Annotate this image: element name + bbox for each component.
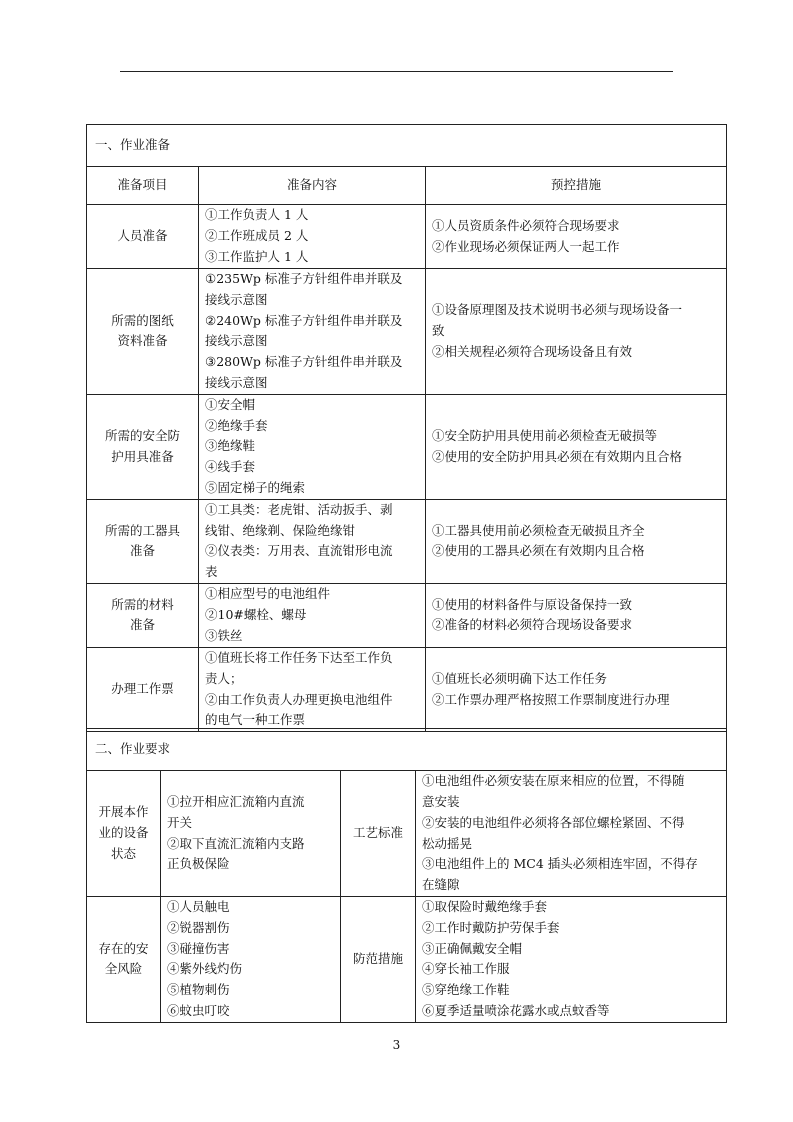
req-content-line: ⑥蚊虫叮咬: [167, 1002, 230, 1018]
prep-item-line: 所需的图纸: [111, 312, 174, 328]
prep-item-line: 所需的材料: [111, 596, 174, 612]
prep-item-line: 准备: [129, 617, 155, 633]
req-label: [87, 897, 161, 1023]
req-content: [161, 771, 341, 897]
prep-item: [87, 394, 199, 499]
prep-content: [199, 269, 426, 395]
table-row: [87, 269, 727, 395]
prep-content-line: ②由工作负责人办理更换电池组件: [205, 691, 393, 707]
req-content-line: ⑤植物刺伤: [167, 982, 230, 998]
section2-title: 二、作业要求: [87, 729, 727, 771]
prep-item: [87, 205, 199, 269]
req-content2-line: ①电池组件必须安装在原来相应的位置，不得随: [422, 773, 685, 789]
prep-content-line: ③工作监护人 1 人: [205, 248, 309, 264]
prep-content-line: ②仪表类：万用表、直流钳形电流: [205, 543, 393, 559]
prep-content-line: ①安全帽: [205, 396, 256, 412]
req-label-line: 状态: [110, 845, 136, 861]
header-item: 准备项目: [87, 167, 199, 205]
prep-content-line: ①值班长将工作任务下达至工作负: [205, 649, 393, 665]
prep-content: [199, 499, 426, 583]
prep-measures-line: ①人员资质条件必须符合现场要求: [432, 217, 620, 233]
page-number: 3: [392, 1038, 401, 1052]
prep-measures-line: ①值班长必须明确下达工作任务: [432, 670, 608, 686]
req-content-line: 正负极保险: [167, 856, 230, 872]
prep-measures: [426, 647, 727, 731]
prep-item-line: 准备: [129, 543, 155, 559]
table-row: [87, 394, 727, 499]
req-content-line: ③碰撞伤害: [167, 940, 230, 956]
prep-item-line: 护用具准备: [111, 448, 174, 464]
prep-content: [199, 647, 426, 731]
req-label-line: 开展本作: [98, 804, 149, 820]
req-label-line: 全风险: [104, 961, 143, 977]
req-content2-line: ②工作时戴防护劳保手套: [422, 919, 560, 935]
req-content: [161, 897, 341, 1023]
prep-measures-line: ①使用的材料备件与原设备保持一致: [432, 596, 633, 612]
table-row: [87, 499, 727, 583]
prep-item: [87, 499, 199, 583]
header-rule: [120, 71, 673, 72]
prep-content-line: 的电气一种工作票: [205, 712, 306, 728]
prep-content-line: ②240Wp 标准子方针组件串并联及: [205, 312, 403, 328]
prep-content-line: 接线示意图: [205, 374, 268, 390]
prep-measures-line: ②准备的材料必须符合现场设备要求: [432, 617, 633, 633]
prep-measures-line: ①安全防护用具使用前必须检查无破损等: [432, 427, 658, 443]
prep-content-line: ⑤固定梯子的绳索: [205, 479, 306, 495]
prep-content-line: ①工作负责人 1 人: [205, 207, 309, 223]
req-label: [87, 771, 161, 897]
prep-item-line: 资料准备: [117, 333, 168, 349]
req-content2-line: 意安装: [422, 793, 460, 809]
table-row: [87, 647, 727, 731]
prep-measures-line: ①设备原理图及技术说明书必须与现场设备一: [432, 302, 683, 318]
prep-item: [87, 269, 199, 395]
table-row: [87, 583, 727, 647]
prep-content-line: ②绝缘手套: [205, 417, 268, 433]
req-content2-line: ③电池组件上的 MC4 插头必须相连牢固，不得存: [422, 856, 698, 872]
prep-content-line: ①工具类：老虎钳、活动扳手、剥: [205, 501, 393, 517]
prep-measures: [426, 394, 727, 499]
prep-content-line: ④线手套: [205, 459, 256, 475]
prep-content-line: ③280Wp 标准子方针组件串并联及: [205, 354, 403, 370]
req-content-line: ④紫外线灼伤: [167, 961, 243, 977]
req-label-line: 存在的安: [98, 940, 149, 956]
prep-content-line: 责人；: [205, 670, 243, 686]
prep-content: [199, 205, 426, 269]
req-label2-line: 防范措施: [352, 950, 403, 966]
req-content2-line: 松动摇晃: [422, 835, 473, 851]
prep-item: [87, 583, 199, 647]
prep-content-line: 接线示意图: [205, 291, 268, 307]
prep-item: [87, 647, 199, 731]
prep-item-line: 所需的安全防: [104, 427, 180, 443]
prep-measures-line: ②作业现场必须保证两人一起工作: [432, 238, 620, 254]
prep-measures-line: ②相关规程必须符合现场设备且有效: [432, 343, 633, 359]
table-header-row: [87, 167, 727, 205]
req-content2-line: ④穿长袖工作服: [422, 961, 510, 977]
prep-measures: [426, 499, 727, 583]
prep-item-line: 人员准备: [117, 228, 168, 244]
prep-measures-line: ①工器具使用前必须检查无破损且齐全: [432, 522, 645, 538]
prep-measures: [426, 205, 727, 269]
prep-content-line: ②10#螺栓、螺母: [205, 607, 307, 623]
req-content2-line: ⑥夏季适量喷涂花露水或点蚊香等: [422, 1002, 610, 1018]
req-content2: [416, 897, 727, 1023]
req-content2-line: ⑤穿绝缘工作鞋: [422, 982, 510, 998]
req-label2: [341, 897, 416, 1023]
req-label2: [341, 771, 416, 897]
prep-content: [199, 394, 426, 499]
prep-content: [199, 583, 426, 647]
prep-content-line: ②工作班成员 2 人: [205, 228, 309, 244]
header-measures: 预控措施: [426, 167, 727, 205]
req-content-line: ①拉开相应汇流箱内直流: [167, 793, 305, 809]
req-label-line: 业的设备: [98, 825, 149, 841]
prep-content-line: ③绝缘鞋: [205, 438, 256, 454]
prep-measures-line: ②使用的工器具必须在有效期内且合格: [432, 543, 645, 559]
table-row: [87, 771, 727, 897]
section1-title: 一、作业准备: [87, 125, 727, 167]
req-label2-line: 工艺标准: [352, 825, 403, 841]
req-content2-line: 在缝隙: [422, 877, 460, 893]
req-content-line: 开关: [167, 814, 193, 830]
req-content2-line: ③正确佩戴安全帽: [422, 940, 523, 956]
prep-content-line: 表: [205, 564, 218, 580]
prep-content-line: ①235Wp 标准子方针组件串并联及: [205, 271, 403, 286]
prep-content-line: ③铁丝: [205, 627, 243, 643]
req-content2: [416, 771, 727, 897]
req-content2-line: ①取保险时戴绝缘手套: [422, 899, 548, 914]
header-content: 准备内容: [199, 167, 426, 205]
prep-measures-line: ②使用的安全防护用具必须在有效期内且合格: [432, 448, 683, 464]
prep-item-line: 所需的工器具: [104, 522, 180, 538]
table-row: [87, 205, 727, 269]
preparation-table: [86, 124, 727, 732]
req-content-line: ②取下直流汇流箱内支路: [167, 835, 305, 851]
prep-content-line: ①相应型号的电池组件: [205, 586, 331, 602]
prep-item-line: 办理工作票: [111, 681, 174, 697]
prep-content-line: 线钳、绝缘剃、保险绝缘钳: [205, 522, 356, 538]
req-content-line: ②锐器割伤: [167, 919, 230, 935]
requirements-table: [86, 728, 727, 1023]
req-content-line: ①人员触电: [167, 899, 230, 914]
table-row: [87, 897, 727, 1023]
prep-measures: [426, 269, 727, 395]
prep-measures-line: 致: [432, 322, 445, 338]
prep-measures: [426, 583, 727, 647]
prep-content-line: 接线示意图: [205, 333, 268, 349]
prep-measures-line: ②工作票办理严格按照工作票制度进行办理: [432, 691, 670, 707]
req-content2-line: ②安装的电池组件必须将各部位螺栓紧固、不得: [422, 814, 685, 830]
